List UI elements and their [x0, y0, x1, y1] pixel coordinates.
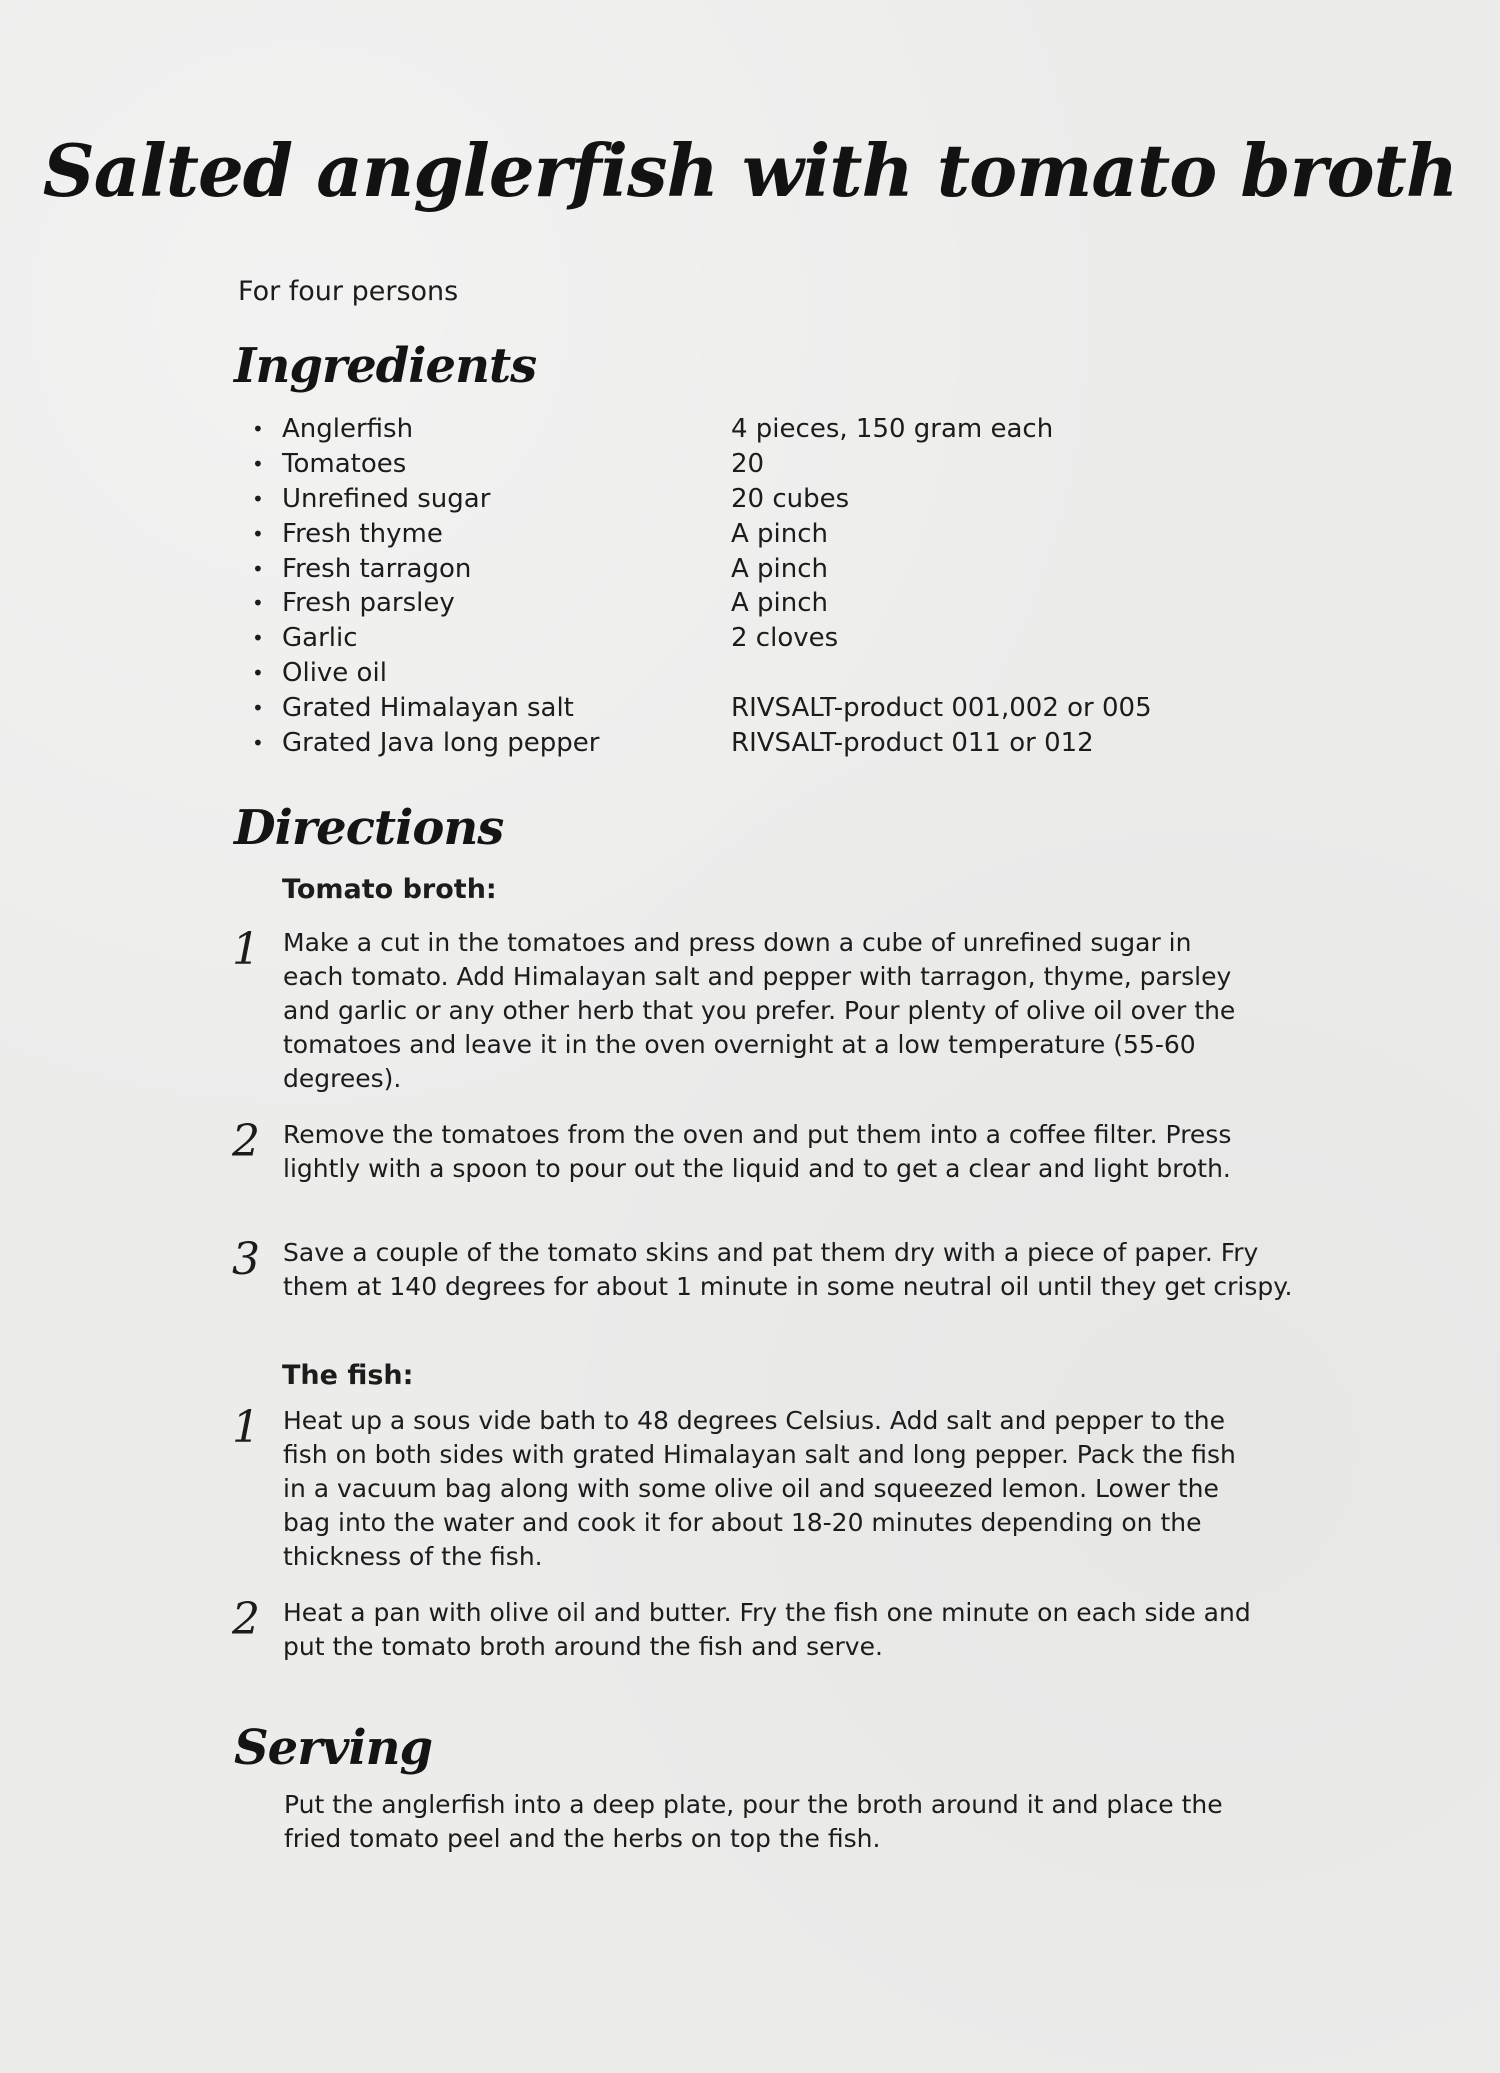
ingredient-quantity: 4 pieces, 150 gram each	[731, 414, 1054, 444]
serving-heading: Serving	[234, 1720, 433, 1776]
ingredient-name: Unrefined sugar	[282, 483, 491, 514]
ingredient-name: Tomatoes	[282, 448, 407, 479]
ingredient-quantity: RIVSALT-product 011 or 012	[731, 728, 1094, 759]
bullet-icon: •	[252, 451, 264, 476]
ingredient-quantity: A pinch	[731, 518, 829, 549]
bullet-icon: •	[252, 696, 264, 721]
ingredient-item	[252, 621, 1252, 656]
ingredient-item	[252, 517, 1252, 552]
ingredient-item	[252, 552, 1252, 587]
ingredient-quantity: 20	[731, 448, 765, 479]
step-text: Save a couple of the tomato skins and pat them dry with a piece of paper. Fry them at 140 degrees for about 1 minute in some neutral oil until they get crispy.	[283, 1238, 1293, 1301]
bullet-icon: •	[252, 417, 264, 441]
ingredient-name: Fresh parsley	[282, 588, 455, 619]
bullet-icon: •	[252, 556, 264, 581]
step-number: 2	[232, 1116, 260, 1167]
ingredient-quantity: A pinch	[731, 588, 829, 619]
step-text: Heat a pan with olive oil and butter. Fry the fish one minute on each side and put the tomato broth around the fish and serve.	[283, 1598, 1251, 1661]
step-number: 1	[232, 1402, 260, 1453]
step-number: 2	[232, 1594, 260, 1645]
ingredient-item	[252, 691, 1252, 726]
bullet-icon: •	[252, 661, 264, 686]
bullet-icon: •	[252, 731, 264, 756]
ingredient-name: Anglerfish	[282, 414, 414, 444]
ingredient-quantity: 20 cubes	[731, 483, 850, 514]
step-text: Remove the tomatoes from the oven and put them into a coffee filter. Press lightly with a spoon to pour out the liquid and to get a clear and light broth.	[283, 1120, 1232, 1183]
ingredient-name: Grated Himalayan salt	[282, 693, 574, 724]
directions-heading: Directions	[234, 800, 504, 856]
ingredient-item	[252, 482, 1252, 517]
bullet-icon: •	[252, 486, 264, 511]
step-text: Heat up a sous vide bath to 48 degrees Celsius. Add salt and pepper to the fish on both sides with grated Himalayan salt and long pepper. Pack the fish in a vacuum bag along with some olive oil and squeezed lemon. Lower the bag into the water and cook it for about 18-20 minutes depending on the thickness of the fish.	[283, 1406, 1236, 1571]
bullet-icon: •	[252, 591, 264, 616]
ingredient-name: Grated Java long pepper	[282, 728, 600, 759]
tomato-broth-heading: Tomato broth:	[282, 874, 497, 905]
recipe-title: Salted anglerfish with tomato broth	[42, 128, 1458, 213]
step-number: 3	[232, 1234, 260, 1285]
ingredient-name: Fresh thyme	[282, 518, 443, 549]
bullet-icon: •	[252, 521, 264, 546]
ingredients-list	[252, 412, 1252, 761]
servings-text: For four persons	[238, 276, 459, 307]
ingredient-quantity: A pinch	[731, 553, 829, 584]
ingredient-item	[252, 656, 1252, 691]
step-text: Make a cut in the tomatoes and press down a cube of unrefined sugar in each tomato. Add Himalayan salt and pepper with tarragon, thyme, parsley and garlic or any other herb that you prefer. Pour plenty of olive oil over the tomatoes and leave it in the oven overnight at a low temperature (55-60 degrees).	[283, 928, 1236, 1093]
serving-text: Put the anglerfish into a deep plate, pour the broth around it and place the fried tomato peel and the herbs on top the fish.	[284, 1790, 1223, 1853]
ingredient-name: Garlic	[282, 623, 358, 654]
ingredient-quantity: 2 cloves	[731, 623, 839, 654]
ingredients-heading: Ingredients	[234, 338, 537, 394]
step-number: 1	[232, 924, 260, 975]
fish-heading: The fish:	[282, 1360, 414, 1391]
ingredient-item	[252, 726, 1252, 761]
ingredient-quantity: RIVSALT-product 001,002 or 005	[731, 693, 1152, 724]
ingredient-item	[252, 447, 1252, 482]
bullet-icon: •	[252, 626, 264, 651]
ingredient-item	[252, 586, 1252, 621]
ingredient-name: Olive oil	[282, 658, 387, 689]
ingredient-name: Fresh tarragon	[282, 553, 472, 584]
ingredient-item	[252, 412, 1252, 447]
